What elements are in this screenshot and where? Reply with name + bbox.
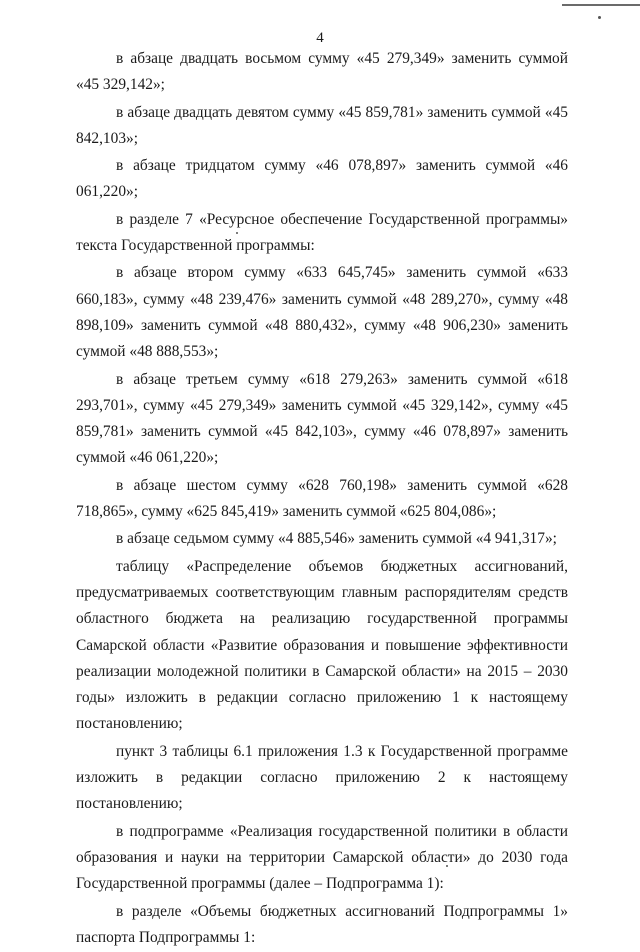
paragraph: в абзаце третьем сумму «618 279,263» заменить суммой «618 293,701», сумму «45 279,349» заменить суммой «45 329,142», сумму «45 859,781» заменить суммой «45 842,103», сумму «46 078,897» заменить суммой «46 061,220»; <box>76 370 568 467</box>
paragraph: таблицу «Распределение объемов бюджетных ассигнований, предусматриваемых соответствующим главным распорядителям средств областного бюджета на реализацию государственной программы Самарской области «Развитие образования и повышение эффективности реализации молодежной политики в Самарской области» на 2015 – 2030 годы» изложить в редакции согласно приложению 1 к настоящему постановлению; <box>76 557 568 733</box>
page-number: 4 <box>316 30 324 46</box>
scan-edge-line <box>562 4 640 6</box>
paragraph: в абзаце шестом сумму «628 760,198» заменить суммой «628 718,865», сумму «625 845,419» заменить суммой «625 804,086»; <box>76 476 568 521</box>
paragraph: в абзаце двадцать восьмом сумму «45 279,349» заменить суммой «45 329,142»; <box>76 50 568 94</box>
paragraph: в разделе 7 «Ресурсное обеспечение Государственной программы» текста Государственной программы: <box>76 210 568 255</box>
paragraph: в абзаце втором сумму «633 645,745» заменить суммой «633 660,183», сумму «48 239,476» заменить суммой «48 289,270», сумму «48 898,109» заменить суммой «48 880,432», сумму «48 906,230» заменить суммой «48 888,553»; <box>76 264 568 361</box>
scan-speck <box>598 16 601 19</box>
paragraph: в подпрограмме «Реализация государственной политики в области образования и науки на территории Самарской области» до 2030 года Государственной программы (далее – Подпрограмма 1): <box>76 822 568 893</box>
paragraph: в разделе «Объемы бюджетных ассигнований Подпрограммы 1» паспорта Подпрограммы 1: <box>76 902 568 946</box>
document-body <box>76 46 568 952</box>
paragraph: в абзаце двадцать девятом сумму «45 859,781» заменить суммой «45 842,103»; <box>76 103 568 147</box>
paragraph: в абзаце тридцатом сумму «46 078,897» заменить суммой «46 061,220»; <box>76 157 568 201</box>
paragraph: в абзаце седьмом сумму «4 885,546» заменить суммой «4 941,317»; <box>116 530 557 548</box>
paragraph: пункт 3 таблицы 6.1 приложения 1.3 к Государственной программе изложить в редакции согласно приложению 2 к настоящему постановлению; <box>76 742 568 813</box>
